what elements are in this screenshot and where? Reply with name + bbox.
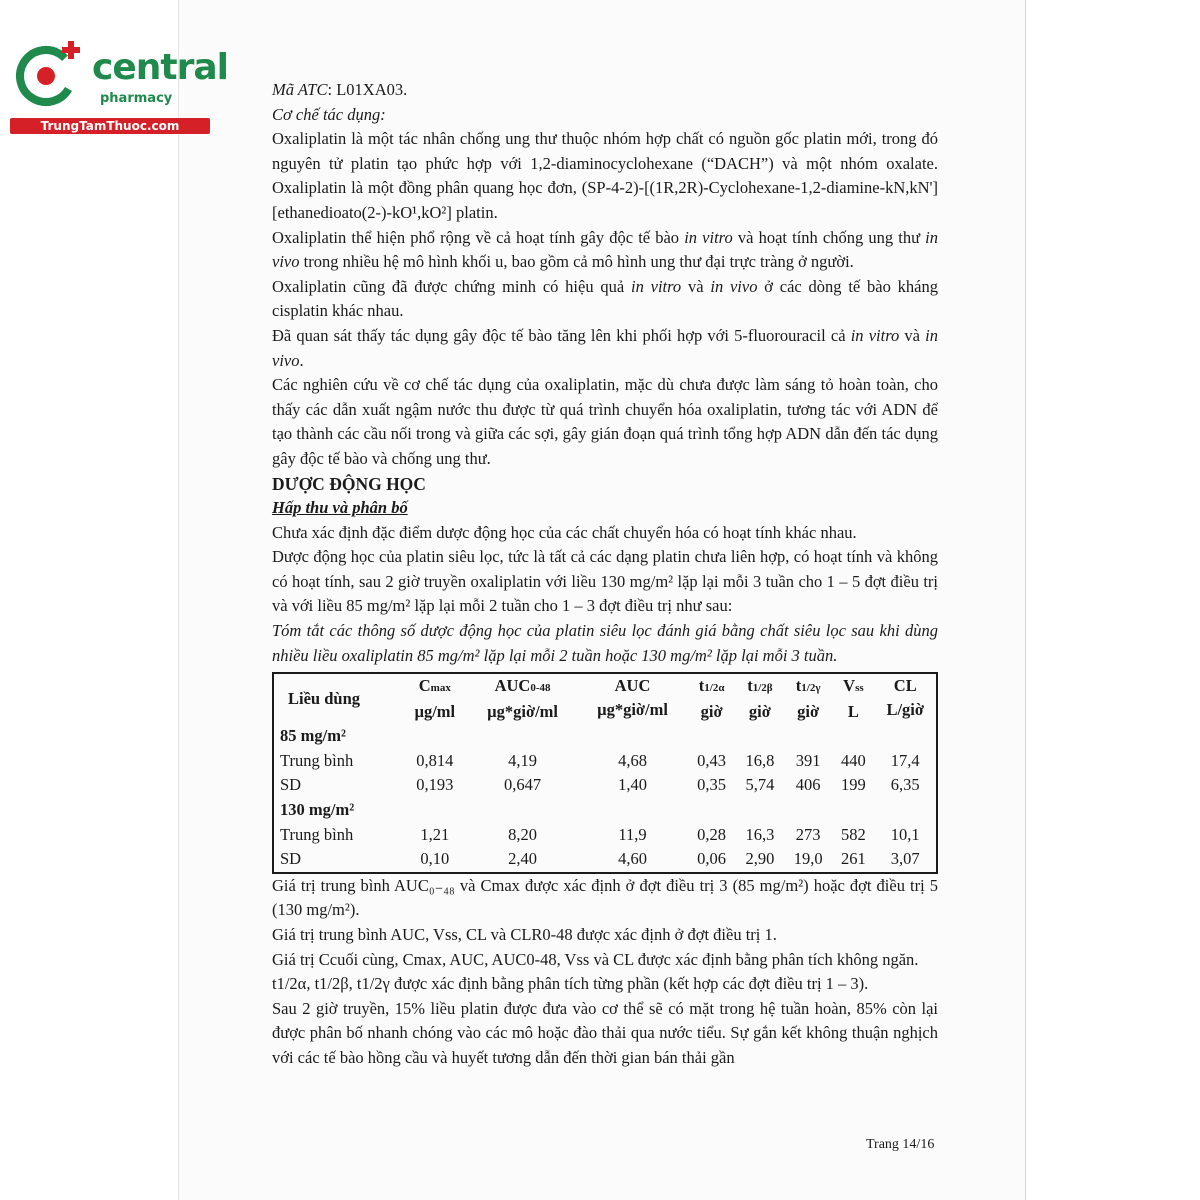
col-dose: Liều dùng	[288, 689, 360, 709]
page-number: Trang 14/16	[866, 1137, 935, 1152]
table-note-4: t1/2α, t1/2β, t1/2γ được xác định bằng phân tích từng phần (kết hợp các đợt điều trị 1 – 3).	[272, 974, 869, 994]
col-auc: AUC µg*giờ/ml	[597, 676, 668, 720]
document-body	[272, 78, 938, 1071]
table-group-85: 85 mg/m²	[280, 726, 346, 746]
pk-table	[272, 672, 938, 874]
section-heading-pk: DƯỢC ĐỘNG HỌC	[272, 473, 426, 494]
brand-url[interactable]: TrungTamThuoc.com	[10, 118, 210, 134]
paragraph-6: Chưa xác định đặc điểm dược động học của các chất chuyển hóa có hoạt tính khác nhau.	[272, 522, 857, 542]
paragraph-8: Sau 2 giờ truyền, 15% liều platin được đưa vào cơ thể sẽ có mặt trong hệ tuần hoàn, 85% còn lại được phân bố nhanh chóng vào các mô hoặc đào thải qua nước tiểu. Sự gắn kết không thuận nghịch với các tế bào hồng cầu và huyết tương dẫn đến thời gian bán thải gần	[272, 998, 938, 1067]
paragraph-7: Dược động học của platin siêu lọc, tức là tất cả các dạng platin chưa liên hợp, có hoạt tính và không có hoạt tính, sau 2 giờ truyền oxaliplatin với liều 130 mg/m² lặp lại mỗi 3 tuần cho 1 – 5 đợt điều trị và với liều 85 mg/m² lặp lại mỗi 2 tuần cho 1 – 3 đợt điều trị như sau:	[272, 547, 938, 616]
subheading-absorption: Hấp thu và phân bố	[272, 498, 408, 518]
paragraph-2: Oxaliplatin thể hiện phổ rộng về cả hoạt tính gây độc tế bào in vitro và hoạt tính chống ung thư in vivo trong nhiều hệ mô hình khối u, bao gồm cả mô hình ung thư đại trực tràng ở người.	[272, 227, 939, 272]
paragraph-3: Oxaliplatin cũng đã được chứng minh có hiệu quả in vitro và in vivo ở các dòng tế bào kháng cisplatin khác nhau.	[272, 276, 938, 321]
col-cl: CL L/giờ	[886, 676, 925, 720]
table-row: Trung bình 1,21 8,20 11,9 0,28 16,3 273 582 10,1	[280, 824, 920, 844]
mechanism-title: Cơ chế tác dụng:	[272, 104, 386, 124]
paragraph-1: Oxaliplatin là một tác nhân chống ung thư thuộc nhóm hợp chất có nguồn gốc platin mới, trong đó nguyên tử platin tạo phức hợp với 1,2-diaminocyclohexane (“DACH”) và một nhóm oxalate. Oxaliplatin là một đồng phân quang học đơn, (SP-4-2)-[(1R,2R)-Cyclohexane-1,2-diamine-kN,kN'] [ethanedioato(2-)-kO¹,kO²] platin.	[272, 129, 938, 222]
col-vss: Vss L	[843, 676, 864, 722]
table-note-2: Giá trị trung bình AUC, Vss, CL và CLR0-48 được xác định ở đợt điều trị 1.	[272, 925, 777, 944]
col-t-gamma: t1/2γ giờ	[795, 676, 821, 722]
table-row: SD 0,193 0,647 1,40 0,35 5,74 406 199 6,35	[280, 775, 920, 795]
brand-logo[interactable]	[10, 38, 228, 138]
pharmacy-cross-icon	[10, 38, 88, 116]
table-row: Trung bình 0,814 4,19 4,68 0,43 16,8 391 440 17,4	[280, 750, 920, 770]
table-note-1: Giá trị trung bình AUC₀₋₄₈ và Cmax được xác định ở đợt điều trị 3 (85 mg/m²) hoặc đợt điều trị 5 (130 mg/m²).	[272, 875, 938, 920]
table-header-row	[273, 673, 937, 724]
paragraph-5: Các nghiên cứu về cơ chế tác dụng của oxaliplatin, mặc dù chưa được làm sáng tỏ hoàn toàn, cho thấy các dẫn xuất ngậm nước thu được từ quá trình chuyển hóa oxaliplatin, tương tác với ADN để tạo thành các cầu nối trong và giữa các sợi, gây gián đoạn quá trình tổng hợp ADN dẫn đến tác dụng gây độc tế bào và chống ung thư.	[272, 375, 938, 468]
brand-sub: pharmacy	[100, 91, 173, 106]
col-t-beta: t1/2β giờ	[747, 676, 773, 722]
table-row: SD 0,10 2,40 4,60 0,06 2,90 19,0 261 3,07	[280, 849, 920, 869]
paragraph-4: Đã quan sát thấy tác dụng gây độc tế bào tăng lên khi phối hợp với 5-fluorouracil cả in vitro và in vivo.	[272, 325, 939, 370]
atc-line: Mã ATC: L01XA03.	[272, 80, 408, 99]
col-t-alpha: t1/2α giờ	[698, 676, 725, 722]
table-caption: Tóm tắt các thông số dược động học của platin siêu lọc đánh giá bằng chất siêu lọc sau khi dùng nhiều liều oxaliplatin 85 mg/m² lặp lại mỗi 2 tuần hoặc 130 mg/m² lặp lại mỗi 3 tuần.	[272, 621, 938, 665]
table-note-3: Giá trị Ccuối cùng, Cmax, AUC, AUC0-48, Vss và CL được xác định bằng phân tích không ngăn.	[272, 949, 919, 969]
col-cmax: Cmax µg/ml	[414, 676, 456, 722]
col-auc048: AUC0-48 µg*giờ/ml	[487, 676, 558, 722]
brand-name: central	[92, 47, 228, 88]
table-group-130: 130 mg/m²	[280, 800, 355, 820]
